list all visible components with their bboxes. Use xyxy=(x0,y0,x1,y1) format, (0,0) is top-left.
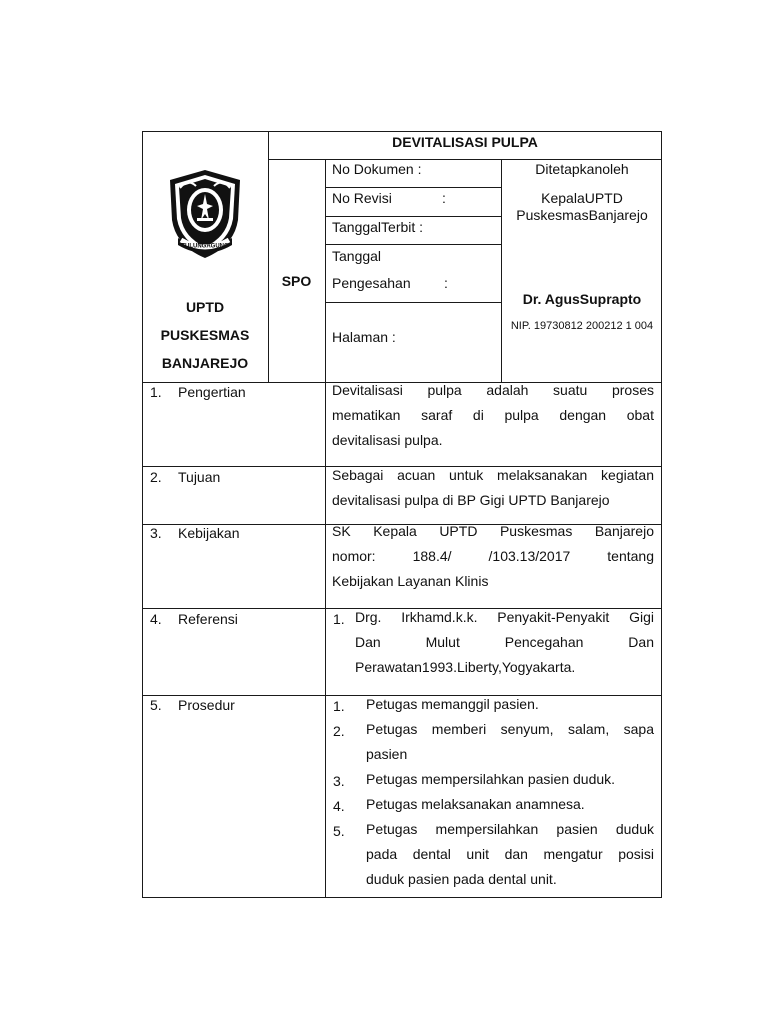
field-divider-3 xyxy=(325,244,501,245)
text-line: devitalisasi pulpa. xyxy=(332,432,443,448)
field-divider-1 xyxy=(325,187,501,188)
tanggal-terbit-label: TanggalTerbit : xyxy=(332,219,424,235)
step-4-number: 4. xyxy=(333,798,345,814)
org-name-line-3: BANJAREJO xyxy=(161,355,249,371)
pengesahan-colon: : xyxy=(444,275,448,291)
step-5-text xyxy=(366,817,654,892)
section-2-number: 2. xyxy=(150,469,162,485)
regency-emblem-logo xyxy=(166,168,244,260)
table-border-top xyxy=(142,131,662,132)
step-4-text xyxy=(366,792,654,817)
step-1-text xyxy=(366,692,654,717)
text-line: Petugas mempersilahkan pasien duduk. xyxy=(366,771,616,787)
step-3-number: 3. xyxy=(333,773,345,789)
no-dokumen-label: No Dokumen : xyxy=(332,161,422,177)
section-5-number: 5. xyxy=(150,697,162,713)
section-4-label: Referensi xyxy=(178,611,238,627)
text-line: nomor: 188.4/ /103.13/2017 tentang xyxy=(332,548,654,564)
ditetapkan-oleh: Ditetapkanoleh xyxy=(535,161,629,177)
step-2-number: 2. xyxy=(333,723,345,739)
kepala-uptd: KepalaUPTD xyxy=(541,190,623,206)
step-3-text xyxy=(366,767,654,792)
step-1-number: 1. xyxy=(333,698,345,714)
section-3-number: 3. xyxy=(150,525,162,541)
text-line: Devitalisasi pulpa adalah suatu proses xyxy=(332,382,654,398)
text-line: devitalisasi pulpa di BP Gigi UPTD Banjarejo xyxy=(332,492,610,508)
field-divider-2 xyxy=(325,216,501,217)
document-title: DEVITALISASI PULPA xyxy=(392,134,538,150)
pengesahan-label: Pengesahan xyxy=(332,275,411,291)
section-4-number: 4. xyxy=(150,611,162,627)
reference-item-text xyxy=(355,605,654,680)
text-line: Petugas melaksanakan anamnesa. xyxy=(366,796,585,812)
text-line: pasien xyxy=(366,746,408,762)
section-1-label: Pengertian xyxy=(178,384,246,400)
field-divider-4 xyxy=(325,302,501,303)
text-line: Perawatan1993.Liberty,Yogyakarta. xyxy=(355,659,576,675)
tanggal-label: Tanggal xyxy=(332,248,382,264)
reference-item-number: 1. xyxy=(333,611,345,627)
org-name-line-2: PUSKESMAS xyxy=(160,327,250,343)
no-revisi-label: No Revisi xyxy=(332,190,392,206)
header-divider-logo xyxy=(268,131,269,382)
org-name-line-1: UPTD xyxy=(185,299,225,315)
table-border-right xyxy=(661,131,662,898)
text-line: Sebagai acuan untuk melaksanakan kegiatan xyxy=(332,467,654,483)
logo-ribbon-text: TULUNGAGUNG xyxy=(181,243,229,250)
puskesmas-banjarejo: PuskesmasBanjarejo xyxy=(516,207,648,223)
approver-nip: NIP. 19730812 200212 1 004 xyxy=(510,320,654,332)
content-divider xyxy=(325,159,326,898)
text-line: SK Kepala UPTD Puskesmas Banjarejo xyxy=(332,523,654,539)
text-line: Drg. Irkhamd.k.k. Penyakit-Penyakit Gigi xyxy=(355,609,654,625)
section-1-content xyxy=(332,378,654,453)
table-border-bottom xyxy=(142,897,662,898)
text-line: Petugas memanggil pasien. xyxy=(366,696,539,712)
section-1-number: 1. xyxy=(150,384,162,400)
section-2-content xyxy=(332,463,654,513)
text-line: Petugas memberi senyum, salam, sapa xyxy=(366,721,654,737)
step-5-number: 5. xyxy=(333,823,345,839)
section-3-label: Kebijakan xyxy=(178,525,240,541)
text-line: mematikan saraf di pulpa dengan obat xyxy=(332,407,654,423)
halaman-label: Halaman : xyxy=(332,329,396,345)
approver-name: Dr. AgusSuprapto xyxy=(522,291,642,307)
text-line: pada dental unit dan mengatur posisi xyxy=(366,846,654,862)
section-2-label: Tujuan xyxy=(178,469,221,485)
spo-label: SPO xyxy=(281,273,312,289)
text-line: Dan Mulut Pencegahan Dan xyxy=(355,634,654,650)
text-line: Petugas mempersilahkan pasien duduk xyxy=(366,821,654,837)
table-border-left xyxy=(142,131,143,898)
text-line: duduk pasien pada dental unit. xyxy=(366,871,557,887)
section-5-label: Prosedur xyxy=(178,697,235,713)
no-revisi-colon: : xyxy=(442,190,446,206)
step-2-text xyxy=(366,717,654,767)
section-3-content xyxy=(332,519,654,594)
text-line: Kebijakan Layanan Klinis xyxy=(332,573,489,589)
